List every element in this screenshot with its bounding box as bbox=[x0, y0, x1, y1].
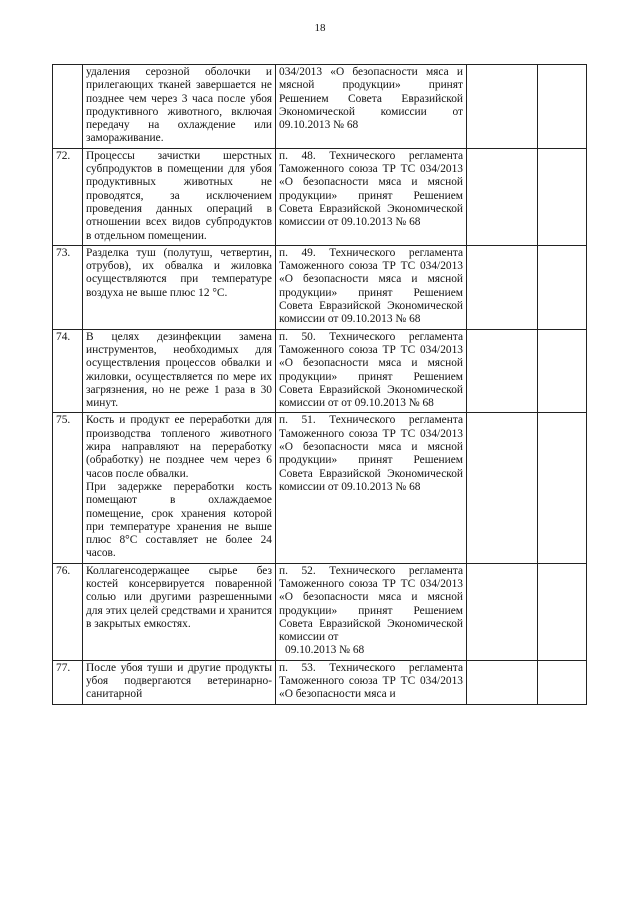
empty-cell-a bbox=[467, 660, 538, 704]
requirement-cell bbox=[83, 563, 276, 660]
table-row bbox=[53, 660, 587, 704]
reference-cell bbox=[276, 245, 467, 329]
requirement-text: Коллагенсодержащее сырье без костей консервируется поваренной солью или другими разрешенными для этих целей средствами и хранится в закрытых емкостях. bbox=[86, 564, 272, 630]
row-number: 74. bbox=[53, 329, 83, 413]
empty-cell-b bbox=[538, 660, 587, 704]
empty-cell-a bbox=[467, 413, 538, 563]
table-row bbox=[53, 245, 587, 329]
reference-text: п. 52. Технического регламента Таможенного союза ТР ТС 034/2013 «О безопасности мяса и мясной продукции» принят Решением Совета Евразийской Экономической комиссии от bbox=[279, 564, 463, 644]
row-number: 73. bbox=[53, 245, 83, 329]
row-number: 75. bbox=[53, 413, 83, 563]
reference-cell bbox=[276, 413, 467, 563]
reference-cell bbox=[276, 148, 467, 245]
reference-text: п. 48. Технического регламента Таможенного союза ТР ТС 034/2013 «О безопасности мяса и мясной продукции» принят Решением Совета Евразийской Экономической комиссии от 09.10.2013 № 68 bbox=[279, 149, 463, 229]
reference-text: п. 51. Технического регламента Таможенного союза ТР ТС 034/2013 «О безопасности мяса и мясной продукции» принят Решением Совета Евразийской Экономической комиссии от 09.10.2013 № 68 bbox=[279, 414, 463, 493]
reference-cell bbox=[276, 660, 467, 704]
requirement-cell bbox=[83, 148, 276, 245]
requirement-cell bbox=[83, 65, 276, 149]
row-number: 76. bbox=[53, 563, 83, 660]
reference-cell bbox=[276, 563, 467, 660]
page-number: 18 bbox=[314, 22, 326, 34]
empty-cell-b bbox=[538, 148, 587, 245]
empty-cell-a bbox=[467, 65, 538, 149]
reference-cell bbox=[276, 65, 467, 149]
requirement-text: После убоя туши и другие продукты убоя подвергаются ветеринарно-санитарной bbox=[86, 661, 272, 701]
empty-cell-a bbox=[467, 148, 538, 245]
requirement-text: Кость и продукт ее переработки для производства топленого животного жира направляют на переработку (обработку) не позднее чем через 6 часов после обвалки. bbox=[86, 414, 272, 480]
row-number: 77. bbox=[53, 660, 83, 704]
requirement-cell bbox=[83, 245, 276, 329]
empty-cell-b bbox=[538, 65, 587, 149]
reference-text: п. 49. Технического регламента Таможенного союза ТР ТС 034/2013 «О безопасности мяса и мясной продукции» принят Решением Совета Евразийской Экономической комиссии от 09.10.2013 № 68 bbox=[279, 246, 463, 326]
empty-cell-b bbox=[538, 329, 587, 413]
requirement-text: удаления серозной оболочки и прилегающих тканей завершается не позднее чем через 3 часа после убоя продуктивного животного, включая передачу на охлаждение или замораживание. bbox=[86, 66, 272, 145]
row-number bbox=[53, 65, 83, 149]
empty-cell-a bbox=[467, 329, 538, 413]
requirement-cell bbox=[83, 329, 276, 413]
table-row bbox=[53, 563, 587, 660]
empty-cell-b bbox=[538, 563, 587, 660]
requirement-text: В целях дезинфекции замена инструментов, необходимых для осуществления процессов обвалки и жиловки, осуществляется по мере их загрязнения, но не реже 1 раза в 30 минут. bbox=[86, 330, 272, 410]
empty-cell-b bbox=[538, 413, 587, 563]
row-number: 72. bbox=[53, 148, 83, 245]
requirement-text: Процессы зачистки шерстных субпродуктов в помещении для убоя продуктивных животных не проводятся, за исключением проведения данных операций в отношении всех видов субпродуктов в отдельном помещении. bbox=[86, 149, 272, 242]
empty-cell-b bbox=[538, 245, 587, 329]
reference-cell bbox=[276, 329, 467, 413]
reference-text: 034/2013 «О безопасности мяса и мясной продукции» принят Решением Совета Евразийской Экономической комиссии от 09.10.2013 № 68 bbox=[279, 66, 463, 132]
requirement-cell bbox=[83, 660, 276, 704]
table-row bbox=[53, 413, 587, 563]
reference-text: 09.10.2013 № 68 bbox=[285, 644, 365, 657]
reference-text: п. 50. Технического регламента Таможенного союза ТР ТС 034/2013 «О безопасности мяса и мясной продукции» принят Решением Совета Евразийской Экономической комиссии от от 09.10.2013 № 68 bbox=[279, 330, 463, 410]
table-row bbox=[53, 329, 587, 413]
requirement-cell bbox=[83, 413, 276, 563]
requirements-table-body bbox=[53, 65, 587, 705]
table-row bbox=[53, 65, 587, 149]
requirements-table bbox=[52, 64, 587, 705]
requirement-text: Разделка туш (полутуш, четвертин, отрубов), их обвалка и жиловка осуществляются при температуре воздуха не выше плюс 12 °С. bbox=[86, 246, 272, 299]
reference-text: п. 53. Технического регламента Таможенного союза ТР ТС 034/2013 «О безопасности мяса и bbox=[279, 661, 463, 701]
requirement-text: При задержке переработки кость помещают в охлаждаемое помещение, срок хранения которой при температуре хранения не выше плюс 8°С составляет не более 24 часов. bbox=[86, 480, 272, 560]
empty-cell-a bbox=[467, 245, 538, 329]
table-row bbox=[53, 148, 587, 245]
empty-cell-a bbox=[467, 563, 538, 660]
